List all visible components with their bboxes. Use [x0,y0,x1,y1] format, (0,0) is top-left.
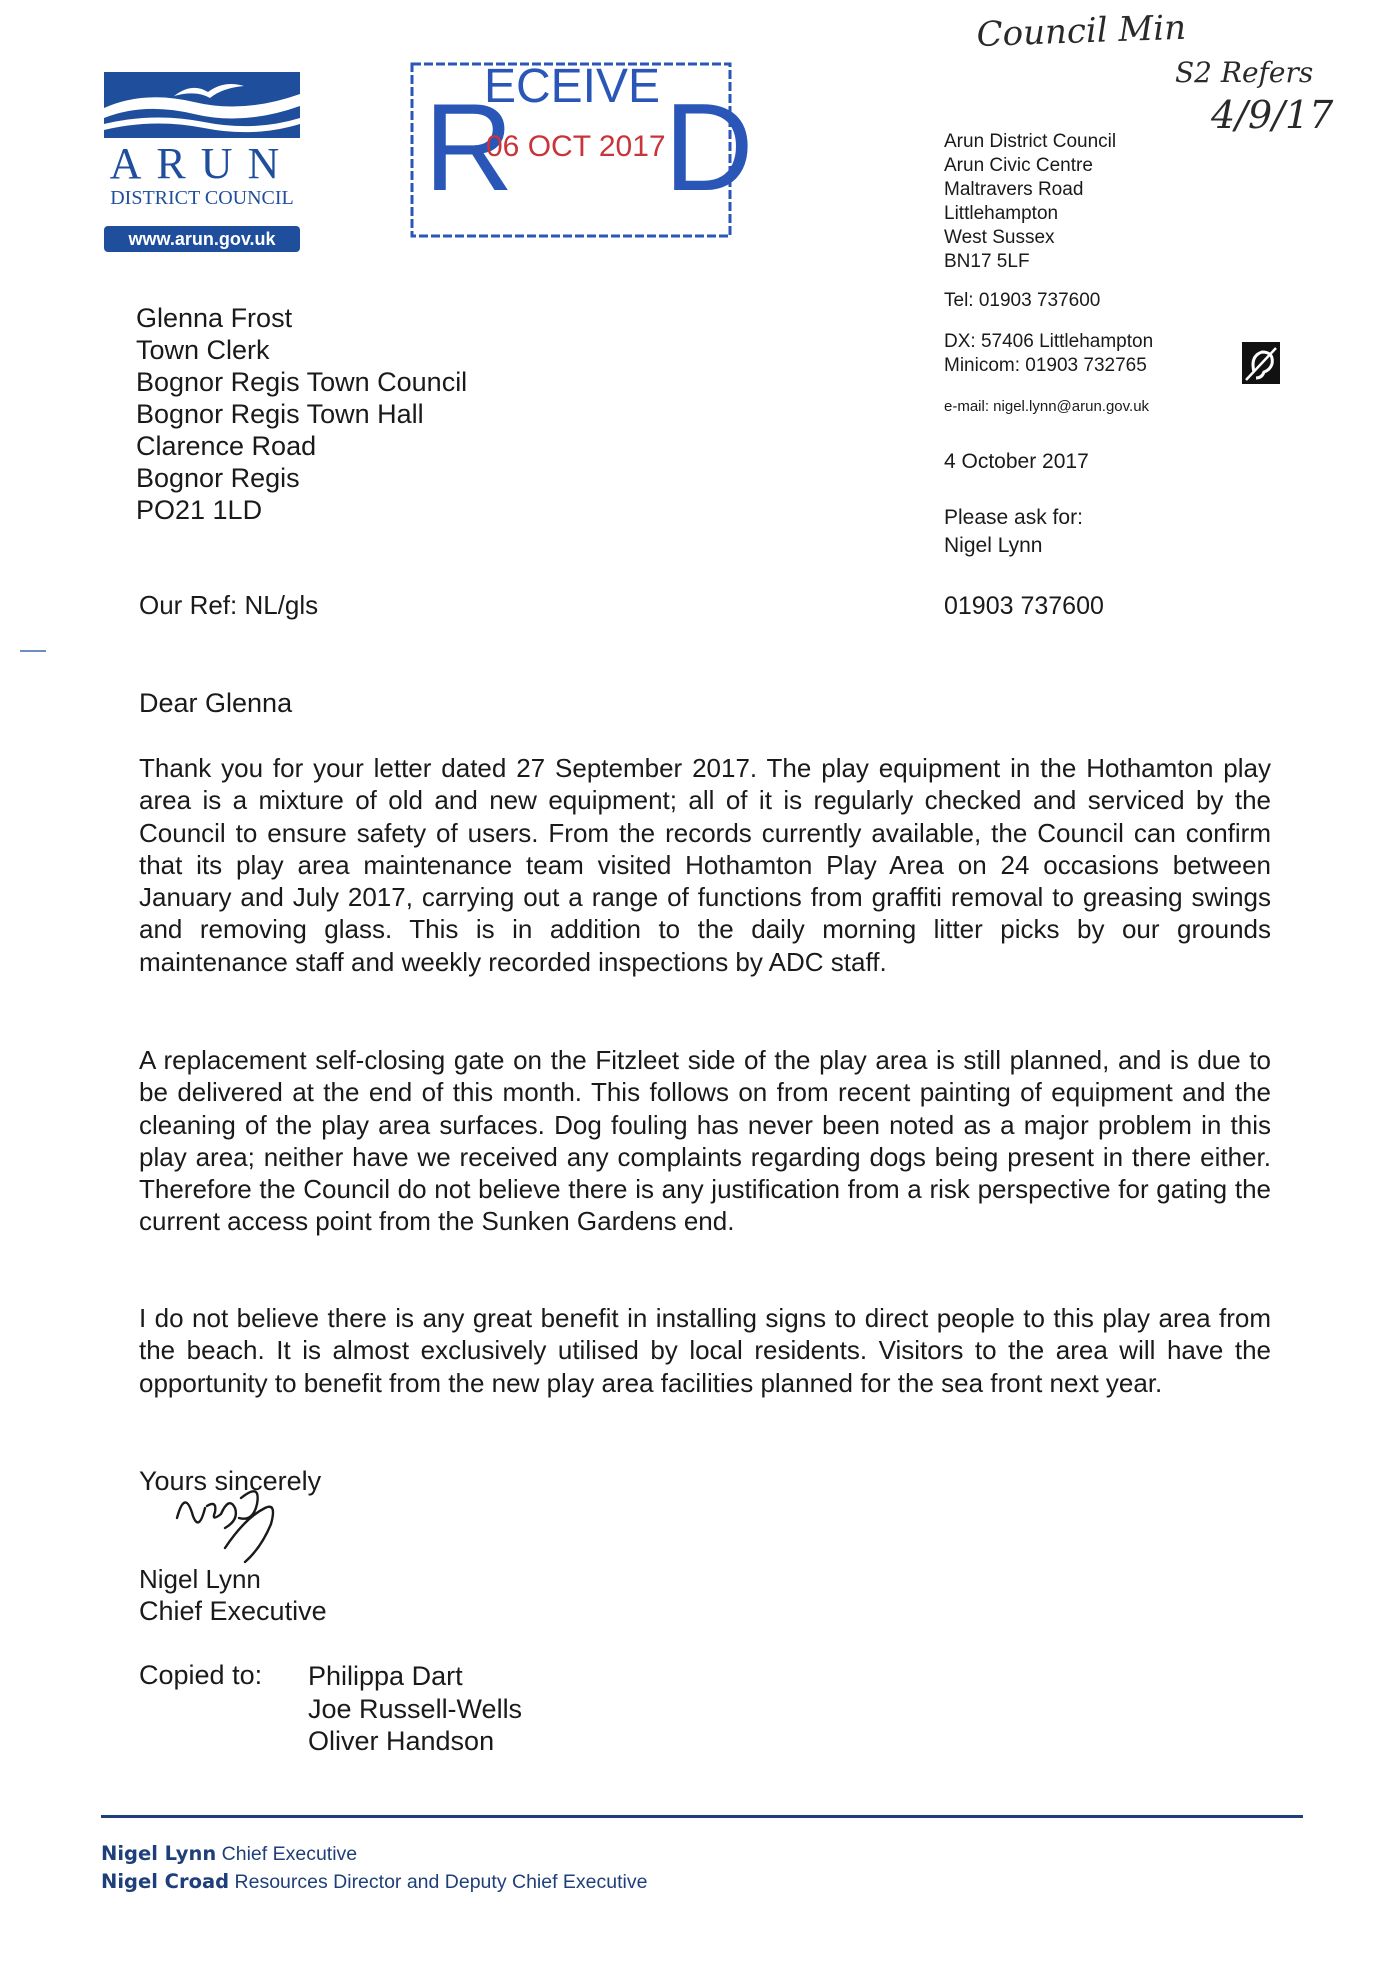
recipient-line: Bognor Regis [136,463,300,493]
stamp-last-letter: D [664,79,754,217]
handnote-line-3: 4/9/17 [1211,93,1334,137]
stamp-middle-text: ECEIVE [484,60,660,113]
sender-address-line: Arun Civic Centre [944,155,1093,176]
sender-address-line: Arun District Council [944,131,1117,152]
sender-address-line: BN17 5LF [944,251,1030,272]
footer-divider [101,1815,1303,1818]
signatory-title: Chief Executive [139,1596,327,1626]
logo-wordmark: ARUN [109,139,295,188]
footer-officer-name: Nigel Croad [101,1870,230,1893]
body-paragraph: A replacement self-closing gate on the Fitzleet side of the play area is still planned, and is due to be delivered at the end of this month. This follows on from recent painting of equipment and the cleaning of the play area surfaces. Dog fouling has never been noted as a major problem in this play area; neither have we received any complaints regarding dogs being present in there either. Therefore the Council do not believe there is any justification from a risk perspective for gating the current access point from the Sunken Gardens end. [139,1045,1271,1237]
sender-minicom: Minicom: 01903 732765 [944,355,1147,376]
stamp-first-letter: R [424,79,514,217]
sender-email: e-mail: nigel.lynn@arun.gov.uk [944,398,1150,415]
salutation: Dear Glenna [139,688,293,718]
received-stamp [410,60,754,240]
handnote-line-1: Council Min [975,7,1187,55]
copied-to-label: Copied to: [139,1660,263,1690]
footer-officer-role: Chief Executive [216,1843,358,1865]
contact-phone: 01903 737600 [944,592,1104,620]
recipient-line: Town Clerk [136,335,270,365]
copied-to-name: Philippa Dart [308,1661,463,1691]
signatory-name: Nigel Lynn [139,1564,261,1594]
logo-url-badge: www.arun.gov.uk [104,226,300,252]
recipient-line: Bognor Regis Town Council [136,367,468,397]
copied-to-name: Oliver Handson [308,1726,495,1756]
margin-mark [20,650,46,652]
recipient-line: Clarence Road [136,431,317,461]
ask-for-name: Nigel Lynn [944,534,1043,557]
footer-officer [101,1842,357,1866]
body-paragraph: Thank you for your letter dated 27 September 2017. The play equipment in the Hothamton play area is a mixture of old and new equipment; all of it is regularly checked and serviced by the Council to ensure safety of users. From the records currently available, the Council can confirm that its play area maintenance team visited Hothamton Play Area on 24 occasions between January and July 2017, carrying out a range of functions from graffiti removal to greasing swings and removing glass. This is in addition to the daily morning litter picks by our grounds maintenance staff and weekly recorded inspections by ADC staff. [139,753,1271,977]
sender-dx: DX: 57406 Littlehampton [944,331,1154,352]
handwritten-signature [165,1478,295,1568]
hearing-loop-icon [1242,342,1280,384]
recipient-address [136,302,467,526]
sender-address-line: Maltravers Road [944,179,1084,200]
sender-dx-minicom [944,330,1153,378]
footer-officer [101,1870,647,1894]
footer-officer-name: Nigel Lynn [101,1842,217,1865]
sender-tel: Tel: 01903 737600 [944,290,1101,311]
footer-officer-role: Resources Director and Deputy Chief Executive [229,1871,648,1893]
logo-subtitle: DISTRICT COUNCIL [110,187,294,209]
copied-to-name: Joe Russell-Wells [308,1693,523,1724]
sender-address [944,130,1274,274]
closing: Yours sincerely [139,1466,322,1496]
our-reference: Our Ref: NL/gls [139,590,319,620]
letter-date: 4 October 2017 [944,450,1089,473]
recipient-line: PO21 1LD [136,495,263,525]
ask-for-label: Please ask for: [944,506,1083,529]
body-paragraph: I do not believe there is any great benefit in installing signs to direct people to this play area from the beach. It is almost exclusively utilised by local residents. Visitors to the area will have the opportunity to benefit from the new play area facilities planned for the sea front next year. [139,1303,1271,1398]
ask-for [944,504,1083,560]
recipient-line: Glenna Frost [136,303,293,333]
handwritten-note [975,0,1395,140]
seagull-waves-logo-icon [104,72,300,138]
handnote-line-2: S2 Refers [1175,56,1314,89]
copied-to-list [308,1660,522,1758]
recipient-line: Bognor Regis Town Hall [136,399,424,429]
sender-address-line: Littlehampton [944,203,1059,224]
stamp-date: 06 OCT 2017 [486,130,666,163]
sender-address-line: West Sussex [944,227,1055,248]
